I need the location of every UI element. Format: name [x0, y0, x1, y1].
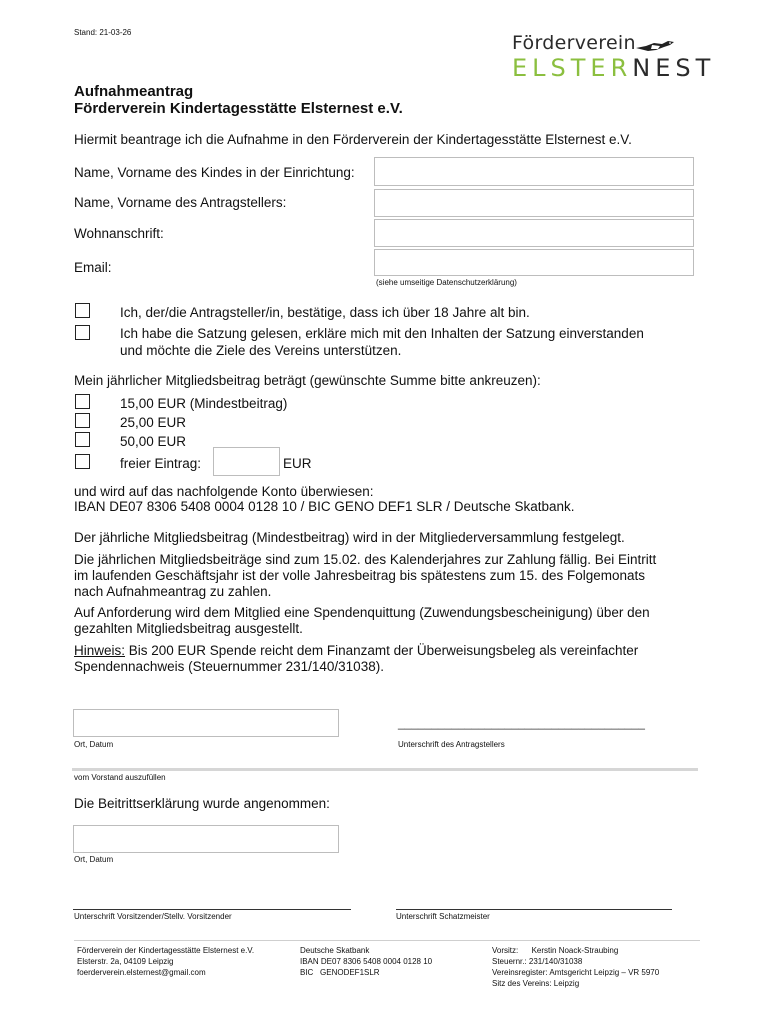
paragraph-1: Der jährliche Mitgliedsbeitrag (Mindestbeitrag) wird in der Mitgliederversammlung festgelegt. — [74, 530, 625, 545]
paragraph-3-line1: Auf Anforderung wird dem Mitglied eine Spendenquittung (Zuwendungsbescheinigung) über den — [74, 605, 650, 620]
fee-free-unit: EUR — [283, 456, 312, 471]
title-line2: Förderverein Kindertagesstätte Elsternest e.V. — [74, 100, 403, 117]
footer-association-name: Förderverein der Kindertagesstätte Elsternest e.V. — [77, 946, 255, 955]
logo — [512, 30, 716, 82]
footer-chair: Vorsitz: Kerstin Noack-Straubing — [492, 946, 619, 955]
field-label-email: Email: — [74, 260, 112, 275]
address-field[interactable] — [374, 219, 694, 247]
footer-register: Vereinsregister: Amtsgericht Leipzig – VR 5970 — [492, 968, 660, 977]
fee-free-amount-field[interactable] — [213, 447, 280, 476]
footer-col-association — [77, 945, 254, 978]
ort-datum-field[interactable] — [73, 709, 339, 737]
statute-confirm-checkbox[interactable] — [75, 325, 90, 340]
fee-free-checkbox[interactable] — [75, 454, 90, 469]
applicant-name-field[interactable] — [374, 189, 694, 217]
section-divider — [72, 768, 698, 771]
board-ort-datum-field[interactable] — [73, 825, 339, 853]
fee-intro: Mein jährlicher Mitgliedsbeitrag beträgt (gewünschte Summe bitte ankreuzen): — [74, 373, 541, 388]
footer-iban: IBAN DE07 8306 5408 0004 0128 10 — [300, 957, 433, 966]
magpie-icon — [634, 36, 680, 56]
fee-50-label: 50,00 EUR — [120, 434, 187, 449]
board-section-label: vom Vorstand auszufüllen — [74, 773, 166, 782]
ort-datum-label: Ort, Datum — [74, 740, 114, 749]
child-name-field[interactable] — [374, 157, 694, 186]
email-note: (siehe umseitige Datenschutzerklärung) — [376, 278, 517, 287]
hint-line1 — [74, 642, 638, 659]
chair-signature-line[interactable] — [73, 909, 351, 910]
applicant-signature-line[interactable]: _____________________________________ — [398, 716, 645, 730]
hint-line2: Spendennachweis (Steuernummer 231/140/31038). — [74, 659, 384, 674]
board-ort-datum-label: Ort, Datum — [74, 855, 114, 864]
board-accepted-text: Die Beitrittserklärung wurde angenommen: — [74, 796, 330, 811]
intro-text: Hiermit beantrage ich die Aufnahme in den Förderverein der Kindertagesstätte Elsternest e.V. — [74, 132, 632, 147]
logo-text-bottom: ELSTERNEST — [512, 54, 716, 82]
stand-date: Stand: 21-03-26 — [74, 28, 132, 37]
treasurer-signature-line[interactable] — [396, 909, 672, 910]
fee-25-label: 25,00 EUR — [120, 415, 187, 430]
fee-25-checkbox[interactable] — [75, 413, 90, 428]
statute-confirm-text-2: und möchte die Ziele des Vereins unterstützen. — [120, 343, 402, 358]
paragraph-2-line1: Die jährlichen Mitgliedsbeiträge sind zum 15.02. des Kalenderjahres zur Zahlung fällig. Bei Eintritt — [74, 552, 657, 567]
footer-address: Elsterstr. 2a, 04109 Leipzig — [77, 957, 174, 966]
paragraph-3-line2: gezahlten Mitgliedsbeitrag ausgestellt. — [74, 621, 303, 636]
field-label-applicant: Name, Vorname des Antragstellers: — [74, 195, 287, 210]
transfer-iban: IBAN DE07 8306 5408 0004 0128 10 / BIC GENO DEF1 SLR / Deutsche Skatbank. — [74, 499, 575, 514]
statute-confirm-text: Ich habe die Satzung gelesen, erkläre mich mit den Inhalten der Satzung einverstanden — [120, 326, 644, 341]
footer-divider — [74, 940, 700, 941]
field-label-address: Wohnanschrift: — [74, 226, 164, 241]
footer-bic: BIC GENODEF1SLR — [300, 968, 380, 977]
paragraph-2-line3: nach Aufnahmeantrag zu zahlen. — [74, 584, 272, 599]
footer-tax-number: Steuernr.: 231/140/31038 — [492, 957, 583, 966]
footer-col-bank — [300, 945, 432, 978]
hint-label: Hinweis: — [74, 643, 126, 658]
logo-text-top: Förderverein — [512, 32, 636, 54]
applicant-signature-label: Unterschrift des Antragstellers — [398, 740, 505, 749]
footer-col-registry — [492, 945, 659, 989]
transfer-line1: und wird auf das nachfolgende Konto überwiesen: — [74, 484, 374, 499]
age-confirm-text: Ich, der/die Antragsteller/in, bestätige, dass ich über 18 Jahre alt bin. — [120, 305, 530, 320]
chair-signature-label: Unterschrift Vorsitzender/Stellv. Vorsitzender — [74, 912, 232, 921]
hint-text: Bis 200 EUR Spende reicht dem Finanzamt der Überweisungsbeleg als vereinfachter — [125, 643, 639, 658]
field-label-child: Name, Vorname des Kindes in der Einrichtung: — [74, 165, 355, 180]
paragraph-2-line2: im laufenden Geschäftsjahr ist der volle Jahresbeitrag bis spätestens zum 15. des Folgemonats — [74, 568, 646, 583]
title-line1: Aufnahmeantrag — [74, 83, 194, 100]
fee-15-label: 15,00 EUR (Mindestbeitrag) — [120, 396, 288, 411]
footer-bank-name: Deutsche Skatbank — [300, 946, 370, 955]
fee-15-checkbox[interactable] — [75, 394, 90, 409]
fee-50-checkbox[interactable] — [75, 432, 90, 447]
age-confirm-checkbox[interactable] — [75, 303, 90, 318]
email-field[interactable] — [374, 249, 694, 276]
footer-seat: Sitz des Vereins: Leipzig — [492, 979, 580, 988]
treasurer-signature-label: Unterschrift Schatzmeister — [396, 912, 490, 921]
footer-email: foerderverein.elsternest@gmail.com — [77, 968, 206, 977]
fee-free-label: freier Eintrag: — [120, 456, 202, 471]
